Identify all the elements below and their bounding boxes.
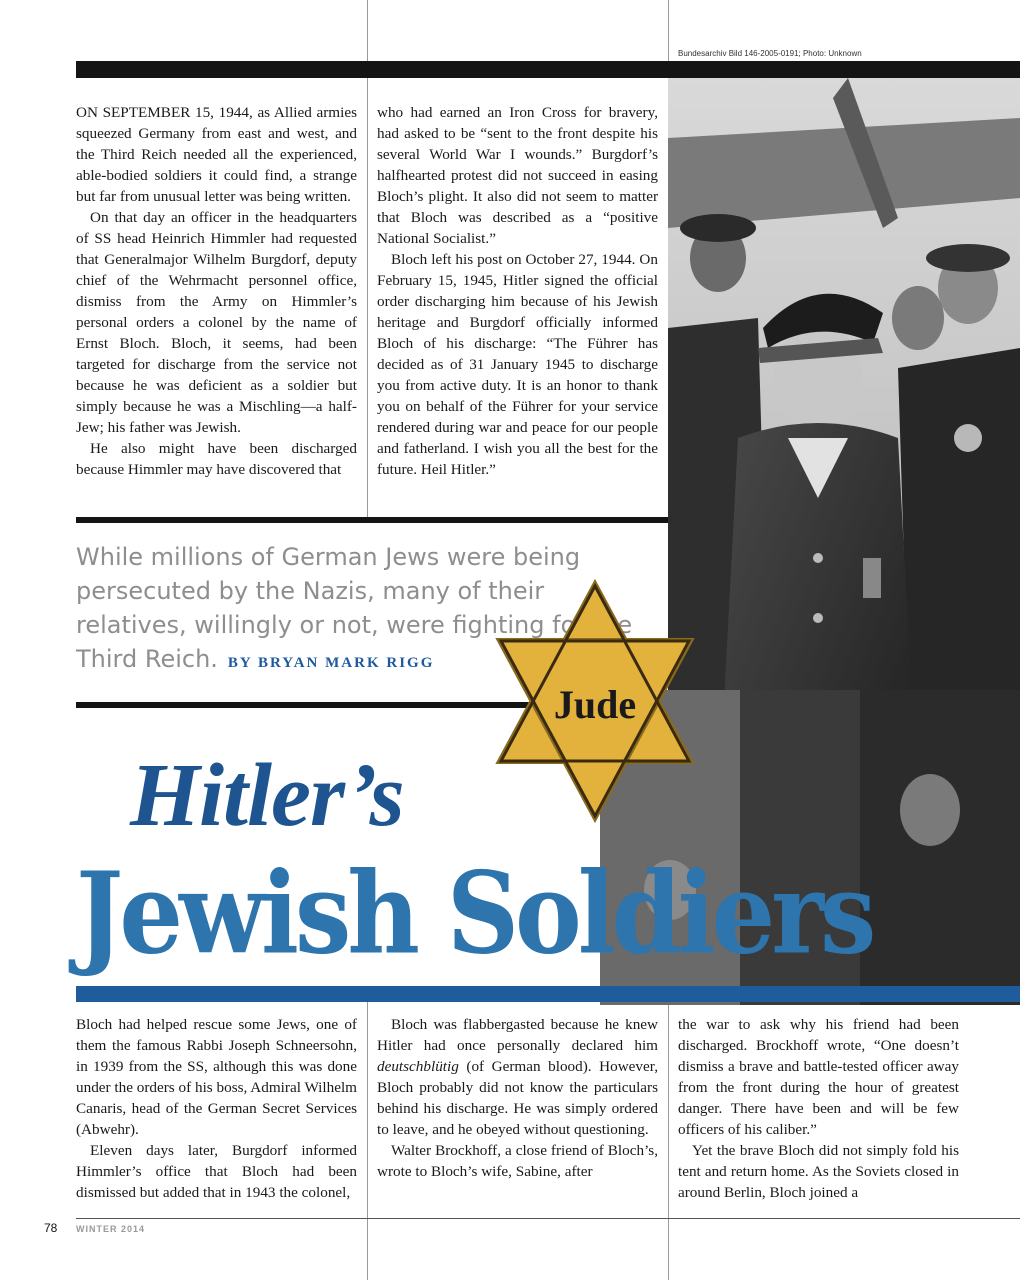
body-paragraph: ON SEPTEMBER 15, 1944, as Allied armies squeezed Germany from east and west, and the Third Reich needed all the experienced, able-bodied soldiers it could find, a strange but far from unusual letter was being written. [76,104,357,205]
yellow-star-badge [484,576,706,826]
column-guide [367,1002,368,1280]
text-run: Bloch was flabbergasted because he knew Hitler had once personally declared him [377,1016,658,1054]
body-column-bottom-1 [76,1014,357,1203]
body-column-top-2 [377,102,658,480]
title-line-2: Jewish Soldiers [76,847,873,980]
badge-text: Jude [553,682,637,727]
body-column-top-1 [76,102,357,480]
deck-text: While millions of German Jews were being persecuted by the Nazis, many of their relatives, willingly or not, were fighting for the Third Reich. [76,543,633,673]
body-column-bottom-2 [377,1014,658,1182]
body-paragraph: Walter Brockhoff, a close friend of Bloch’s, wrote to Bloch’s wife, Sabine, after [377,1142,658,1180]
body-column-bottom-3 [678,1014,959,1203]
body-paragraph: Yet the brave Bloch did not simply fold his tent and return home. As the Soviets closed in around Berlin, Bloch joined a [678,1142,959,1201]
emphasis: deutschblütig [377,1058,459,1075]
title-rule [76,986,1020,1002]
issue-label: WINTER 2014 [76,1224,146,1234]
body-paragraph: Bloch left his post on October 27, 1944. On February 15, 1945, Hitler signed the official order discharging him because of his Jewish heritage and Burgdorf officially informed Bloch of his discharge: “The Führer has decided as of 31 January 1945 to discharge you from active duty. It is an honor to thank you on behalf of the Führer for your service rendered during war and peace for our people and fatherland. I wish you all the best for the future. Heil Hitler.” [377,251,658,478]
photo-credit: Bundesarchiv Bild 146-2005-0191; Photo: Unknown [678,49,862,58]
body-paragraph: who had earned an Iron Cross for bravery, had asked to be “sent to the front despite his several World War I wounds.” Burgdorf’s halfhearted protest did not succeed in easing Bloch’s plight. It also did not seem to matter that Bloch was described as a “positive National Socialist.” [377,104,658,247]
body-paragraph: On that day an officer in the headquarters of SS head Heinrich Himmler had requested that Generalmajor Wilhelm Burgdorf, deputy chief of the Wehrmacht personnel office, dismiss from the Army on Himmler’s personal orders a colonel by the name of Ernst Bloch. Bloch, it seems, had been targeted for discharge from the service not because he was deficient as a soldier but simply because he was a Mischling—a half-Jew; his father was Jewish. [76,209,357,436]
page-number: 78 [44,1221,58,1235]
body-paragraph: Eleven days later, Burgdorf informed Himmler’s office that Bloch had been dismissed but added that in 1943 the colonel, [76,1142,357,1201]
body-paragraph [377,1014,658,1140]
text-run: (of German blood). However, Bloch probably did not know the particulars behind his discharge. He was simply ordered to leave, and he obeyed without questioning. [377,1058,658,1138]
column-guide [668,1002,669,1280]
body-paragraph: the war to ask why his friend had been discharged. Brockhoff wrote, “One doesn’t dismiss a brave and battle-tested officer away from the front during the hour of greatest danger. There have been and will be few officers of his caliber.” [678,1016,959,1138]
top-rule [76,61,1020,78]
byline: BY BRYAN MARK RIGG [227,655,435,671]
body-paragraph: He also might have been discharged because Himmler may have discovered that [76,440,357,478]
body-paragraph: Bloch had helped rescue some Jews, one of them the famous Rabbi Joseph Schneersohn, in 1939 from the SS, although this was done under the orders of his boss, Admiral Wilhelm Canaris, head of the German Secret Services (Abwehr). [76,1016,357,1138]
footer-rule [76,1218,1020,1219]
section-rule [76,517,668,523]
title-line-1: Hitler’s [130,746,404,845]
